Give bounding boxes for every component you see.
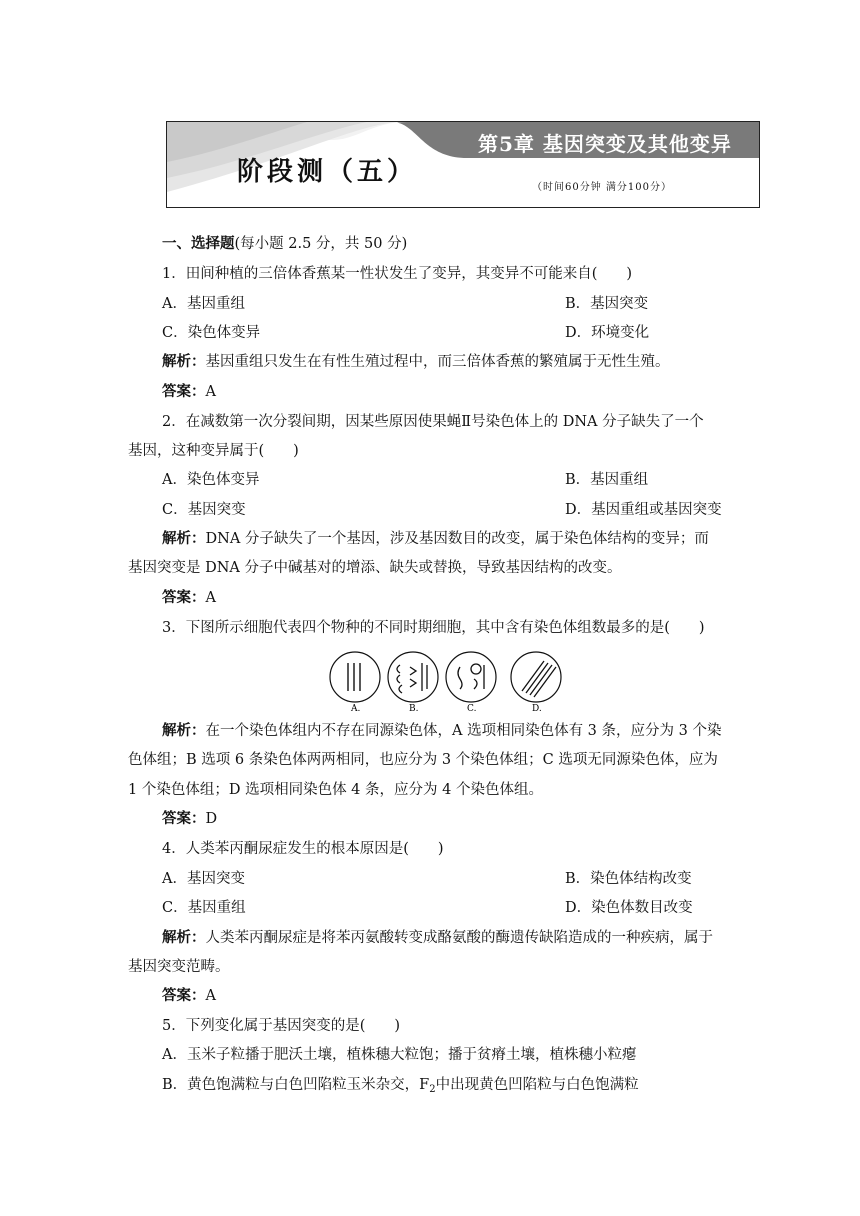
figure-label-c: C. (467, 704, 477, 713)
q1-answer-value: A (205, 384, 216, 400)
q2-stem-line2: 基因，这种变异属于( ) (128, 443, 299, 459)
section-heading-note: (每小题 2.5 分，共 50 分) (234, 236, 408, 252)
q4-option-b: B．染色体结构改变 (565, 871, 692, 887)
q1-options-row1 (162, 294, 649, 314)
q4-options-row2 (162, 898, 693, 918)
q3-analysis-text1: 在一个染色体组内不存在同源染色体，A 选项相同染色体有 3 条，应分为 3 个染 (205, 723, 722, 739)
q2-answer-label: 答案： (162, 590, 206, 606)
q3-analysis-line2: 色体组；B 选项 6 条染色体两两相同，也应分为 3 个染色体组；C 选项无同源染色体，应为 (128, 752, 718, 768)
q2-stem-line1: 2．在减数第一次分裂间期，因某些原因使果蝇Ⅱ号染色体上的 DNA 分子缺失了一个 (162, 414, 704, 430)
cell-d (511, 652, 561, 702)
page-title: 阶段测（五） (237, 157, 418, 187)
q1-answer (162, 382, 216, 402)
q4-option-a: A．基因突变 (162, 871, 245, 887)
q3-analysis-line3: 1 个染色体组；D 选项相同染色体 4 条，应分为 4 个染色体组。 (128, 782, 543, 798)
q2-options-row2 (162, 500, 722, 520)
q1-option-a: A．基因重组 (162, 296, 245, 312)
q1-analysis-label: 解析： (162, 354, 206, 370)
q2-analysis-line2: 基因突变是 DNA 分子中碱基对的增添、缺失或替换，导致基因结构的改变。 (128, 560, 622, 576)
q2-answer (162, 588, 216, 608)
section-heading (162, 234, 407, 254)
cell-c (446, 652, 496, 702)
q4-analysis-line1 (162, 928, 713, 948)
q5-option-b (162, 1075, 639, 1100)
q4-options-row1 (162, 869, 692, 889)
q5-option-b-subscript: 2 (429, 1084, 436, 1095)
cell-b (388, 652, 438, 702)
cell-a (330, 652, 380, 702)
q1-options-row2 (162, 323, 650, 343)
q4-answer-label: 答案： (162, 988, 206, 1004)
q1-answer-label: 答案： (162, 384, 206, 400)
q3-answer-value: D (205, 811, 218, 827)
q4-option-c: C．基因重组 (162, 900, 246, 916)
q4-answer-value: A (205, 988, 216, 1004)
q1-option-c: C．染色体变异 (162, 325, 261, 341)
q4-option-d: D．染色体数目改变 (565, 900, 693, 916)
q1-analysis (162, 352, 670, 372)
q3-stem: 3．下图所示细胞代表四个物种的不同时期细胞，其中含有染色体组数最多的是( ) (162, 620, 705, 636)
figure-label-a: A. (351, 704, 361, 713)
q2-option-d: D．基因重组或基因突变 (565, 502, 722, 518)
q5-stem: 5．下列变化属于基因突变的是( ) (162, 1018, 401, 1034)
q2-analysis-text1: DNA 分子缺失了一个基因，涉及基因数目的改变，属于染色体结构的变异；而 (205, 531, 709, 547)
figure-label-b: B. (409, 704, 419, 713)
q5-option-b-text-end: 中出现黄色凹陷粒与白色饱满粒 (435, 1077, 639, 1093)
q2-option-c: C．基因突变 (162, 502, 246, 518)
q4-analysis-line2: 基因突变范畴。 (128, 959, 230, 975)
q1-option-b: B．基因突变 (565, 296, 649, 312)
q1-option-d: D．环境变化 (565, 325, 650, 341)
q4-analysis-text1: 人类苯丙酮尿症是将苯丙氨酸转变成酪氨酸的酶遗传缺陷造成的一种疾病，属于 (205, 930, 713, 946)
q2-analysis-label: 解析： (162, 531, 206, 547)
q2-analysis-line1 (162, 529, 709, 549)
q3-analysis-label: 解析： (162, 723, 206, 739)
q4-analysis-label: 解析： (162, 930, 206, 946)
q5-option-a: A．玉米子粒播于肥沃土壤，植株穗大粒饱；播于贫瘠土壤，植株穗小粒瘪 (162, 1047, 637, 1063)
time-note: （时间60分钟 满分100分） (532, 182, 672, 193)
q4-stem: 4．人类苯丙酮尿症发生的根本原因是( ) (162, 841, 444, 857)
q4-answer (162, 986, 216, 1006)
chapter-title: 第5章 基因突变及其他变异 (478, 132, 732, 156)
section-heading-label: 一、选择题 (162, 236, 235, 252)
cell-diagram (326, 651, 568, 713)
q2-answer-value: A (205, 590, 216, 606)
q1-analysis-text: 基因重组只发生在有性生殖过程中，而三倍体香蕉的繁殖属于无性生殖。 (205, 354, 670, 370)
q3-analysis-line1 (162, 721, 721, 741)
q1-stem: 1．田间种植的三倍体香蕉某一性状发生了变异，其变异不可能来自( ) (162, 266, 633, 282)
q2-option-b: B．基因重组 (565, 472, 649, 488)
q3-answer-label: 答案： (162, 811, 206, 827)
q5-option-b-text: B．黄色饱满粒与白色凹陷粒玉米杂交，F (162, 1077, 430, 1093)
q3-answer (162, 809, 217, 829)
q2-option-a: A．染色体变异 (162, 472, 260, 488)
q2-options-row1 (162, 470, 649, 490)
figure-label-d: D. (532, 704, 542, 713)
